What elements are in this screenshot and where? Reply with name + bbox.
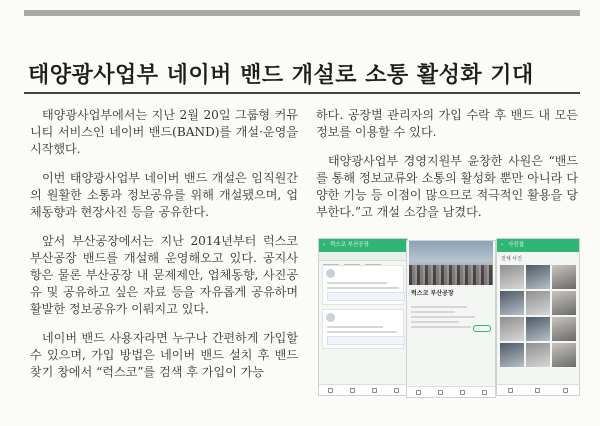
phone-screenshot-group bbox=[406, 240, 496, 398]
photo-thumbnail bbox=[526, 317, 550, 341]
text-line bbox=[411, 321, 459, 323]
avatar bbox=[326, 269, 335, 278]
text-line bbox=[411, 311, 455, 313]
photo-thumbnail bbox=[526, 291, 550, 315]
article-column-left bbox=[30, 107, 298, 393]
text-line bbox=[411, 306, 467, 308]
bell-icon bbox=[460, 390, 465, 395]
chat-icon bbox=[535, 388, 540, 393]
paragraph: 이번 태양광사업부 네이버 밴드 개설은 임직원간의 원활한 소통과 정보공유를 위해 개설됐으며, 업체동향과 현장사진 등을 공유한다. bbox=[30, 171, 298, 219]
group-title: 럭스코 부산공장 bbox=[411, 290, 454, 297]
paragraph: 태양광사업부에서는 지난 2월 20일 그룹형 커뮤니티 서비스인 네이버 밴드(BAND)를 개설·운영을 시작했다. bbox=[30, 108, 298, 156]
photo-thumbnail bbox=[552, 291, 576, 315]
headline-rule bbox=[24, 92, 580, 94]
bottom-nav bbox=[319, 384, 407, 395]
photo-thumbnail bbox=[500, 291, 524, 315]
phone-screenshot-album bbox=[496, 238, 580, 396]
home-icon bbox=[328, 388, 333, 393]
band-app-screenshots bbox=[318, 238, 580, 396]
article-column-right bbox=[316, 107, 578, 233]
photo-thumbnail bbox=[526, 265, 550, 289]
menu-icon bbox=[394, 388, 399, 393]
home-icon bbox=[508, 388, 513, 393]
feed-post bbox=[322, 265, 404, 305]
bell-icon bbox=[372, 388, 377, 393]
back-arrow-icon: ‹ bbox=[323, 242, 326, 248]
text-line bbox=[411, 316, 475, 318]
phone-screenshot-feed bbox=[318, 238, 408, 396]
menu-icon bbox=[482, 390, 487, 395]
photo-thumbnail bbox=[500, 265, 524, 289]
paragraph: 태양광사업부 경영지원부 윤창한 사원은 “밴드를 통해 정보교류와 소통의 활성화 뿐만 아니라 다양한 기능 등 이점이 많으므로 적극적인 활용을 당부한다.”고 개설 소감을 남겼다. bbox=[316, 154, 578, 219]
bottom-nav bbox=[407, 386, 495, 397]
text-line bbox=[411, 326, 471, 328]
bottom-nav bbox=[497, 384, 579, 395]
app-bar bbox=[497, 239, 579, 252]
link-preview bbox=[327, 292, 405, 301]
top-rule-bar bbox=[24, 10, 580, 16]
tab-strip bbox=[319, 252, 407, 261]
photo-thumbnail bbox=[500, 343, 524, 367]
avatar bbox=[326, 313, 335, 322]
text-line bbox=[327, 331, 397, 333]
paragraph: 앞서 부산공장에서는 지난 2014년부터 럭스코 부산공장 밴드를 개설해 운영해오고 있다. 공지사항은 물론 부산공장 내 문제제안, 업체동향, 사진공유 및 공유하고 싶은 자료 등을 자유롭게 공유하며 활발한 정보공유가 이뤄지고 있다. bbox=[30, 234, 298, 316]
home-icon bbox=[416, 390, 421, 395]
photo-thumbnail bbox=[552, 317, 576, 341]
bell-icon bbox=[563, 388, 568, 393]
text-line bbox=[327, 287, 399, 289]
back-arrow-icon: ‹ bbox=[501, 242, 504, 248]
feed-post bbox=[322, 309, 404, 349]
chat-icon bbox=[438, 390, 443, 395]
text-line bbox=[327, 282, 387, 284]
photo-grid bbox=[497, 265, 579, 367]
album-title: 전체 사진 bbox=[501, 256, 522, 262]
link-preview bbox=[327, 336, 405, 345]
text-line bbox=[327, 326, 383, 328]
group-cover-photo bbox=[409, 241, 493, 285]
paragraph: 네이버 밴드 사용자라면 누구나 간편하게 가입할 수 있으며, 가입 방법은 네이버 밴드 설치 후 밴드 찾기 창에서 “럭스코”를 검색 후 가입이 가능 bbox=[30, 331, 298, 379]
photo-thumbnail bbox=[552, 265, 576, 289]
app-bar-title: 럭스코 부산공장 bbox=[329, 242, 369, 248]
app-bar bbox=[319, 239, 407, 252]
app-bar-title: 사진첩 bbox=[507, 242, 524, 248]
chat-icon bbox=[350, 388, 355, 393]
top-rule bbox=[0, 0, 600, 18]
article-headline: 태양광사업부 네이버 밴드 개설로 소통 활성화 기대 bbox=[28, 63, 534, 88]
photo-thumbnail bbox=[526, 343, 550, 367]
photo-thumbnail bbox=[552, 343, 576, 367]
photo-thumbnail bbox=[500, 317, 524, 341]
group-photo-crowd bbox=[409, 265, 493, 285]
paragraph: 하다. 공장별 관리자의 가입 수락 후 밴드 내 모든 정보를 이용할 수 있다. bbox=[316, 108, 578, 139]
invite-button bbox=[473, 325, 491, 332]
